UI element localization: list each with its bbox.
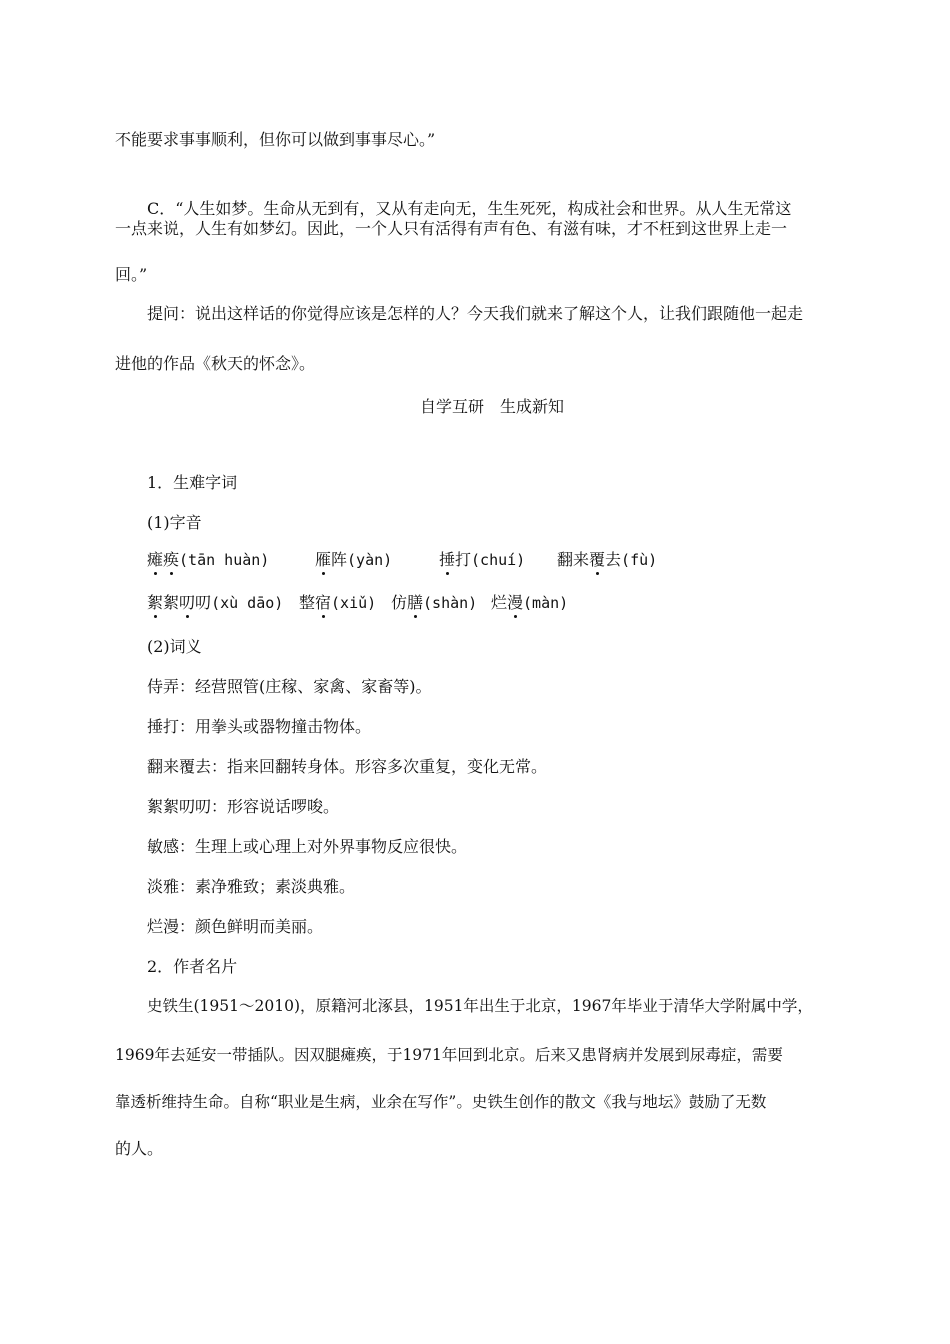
section-title: 自学互研 生成新知 <box>419 397 564 416</box>
author-line-4: 的人。 <box>115 1139 164 1158</box>
pronunciation-row-2 <box>147 593 568 613</box>
pinyin: (yàn) <box>347 551 393 569</box>
vocab-heading: 1．生难字词 <box>147 473 238 492</box>
word-entry <box>299 593 391 613</box>
plain-char: 翻来 <box>557 550 590 569</box>
plain-char: 絮 <box>163 593 180 612</box>
dotted-char: 捶 <box>439 550 456 569</box>
dotted-char: 瘫 <box>147 550 164 569</box>
author-heading: 2．作者名片 <box>147 957 238 976</box>
plain-char: 阵 <box>331 550 348 569</box>
word-entry <box>315 550 439 570</box>
dotted-char: 叨 <box>179 593 196 612</box>
pronunciation-row-1 <box>147 550 657 570</box>
dotted-char: 痪 <box>163 550 180 569</box>
word-entry <box>439 550 557 570</box>
text-run: C．“人生如梦。生命从无到有，又从有走向无，生生死死，构成社会和世界。从人生无常这 <box>147 199 792 218</box>
dotted-char: 雁 <box>315 550 332 569</box>
author-line-2: 1969年去延安一带插队。因双腿瘫痪，于1971年回到北京。后来又患肾病并发展到尿毒症，需要 <box>115 1046 783 1064</box>
meaning-item: 絮絮叨叨：形容说话啰唆。 <box>147 797 340 816</box>
meaning-item: 烂漫：颜色鲜明而美丽。 <box>147 917 324 936</box>
dotted-char: 漫 <box>507 593 524 612</box>
author-line-3: 靠透析维持生命。自称“职业是生病，业余在写作”。史铁生创作的散文《我与地坛》鼓励了无数 <box>115 1093 767 1111</box>
quote-c-line-1 <box>147 199 835 219</box>
pronunciation-heading: (1)字音 <box>147 513 202 532</box>
dotted-char: 覆 <box>589 550 606 569</box>
word-entry <box>147 593 299 613</box>
plain-char: 打 <box>455 550 472 569</box>
meaning-heading: (2)词义 <box>147 637 202 656</box>
plain-char: 烂 <box>491 593 508 612</box>
meaning-item: 淡雅：素净雅致；素淡典雅。 <box>147 877 356 896</box>
meaning-item: 捶打：用拳头或器物撞击物体。 <box>147 717 372 736</box>
plain-char: 整 <box>299 593 316 612</box>
quote-c-line-2: 一点来说，人生有如梦幻。因此，一个人只有活得有声有色、有滋有味，才不枉到这世界上走一 <box>115 219 788 238</box>
meaning-item: 翻来覆去：指来回翻转身体。形容多次重复，变化无常。 <box>147 757 548 776</box>
word-entry <box>491 593 568 613</box>
question-line-1: 提问：说出这样话的你觉得应该是怎样的人？今天我们就来了解这个人，让我们跟随他一起走 <box>147 304 804 323</box>
word-entry <box>147 550 315 570</box>
word-entry <box>391 593 491 613</box>
pinyin: (tān huàn) <box>179 551 270 569</box>
pinyin: (shàn) <box>423 594 478 612</box>
pinyin: (chuí) <box>471 551 526 569</box>
pinyin: (xiǔ) <box>331 594 377 612</box>
dotted-char: 宿 <box>315 593 332 612</box>
meaning-item: 敏感：生理上或心理上对外界事物反应很快。 <box>147 837 468 856</box>
word-entry <box>557 550 657 570</box>
pinyin: (xù dāo) <box>211 594 284 612</box>
quote-c-line-3: 回。” <box>115 265 148 284</box>
plain-char: 去 <box>605 550 622 569</box>
plain-char: 仿 <box>391 593 408 612</box>
question-line-2: 进他的作品《秋天的怀念》。 <box>115 354 316 373</box>
dotted-char: 絮 <box>147 593 164 612</box>
paragraph-line: 不能要求事事顺利，但你可以做到事事尽心。” <box>115 130 436 149</box>
pinyin: (fù) <box>621 551 658 569</box>
dotted-char: 膳 <box>407 593 424 612</box>
meaning-item: 侍弄：经营照管(庄稼、家禽、家畜等)。 <box>147 677 432 696</box>
plain-char: 叨 <box>195 593 212 612</box>
pinyin: (màn) <box>523 594 569 612</box>
author-line-1: 史铁生(1951～2010)，原籍河北涿县，1951年出生于北京，1967年毕业于清华大学附属中学， <box>147 997 813 1015</box>
